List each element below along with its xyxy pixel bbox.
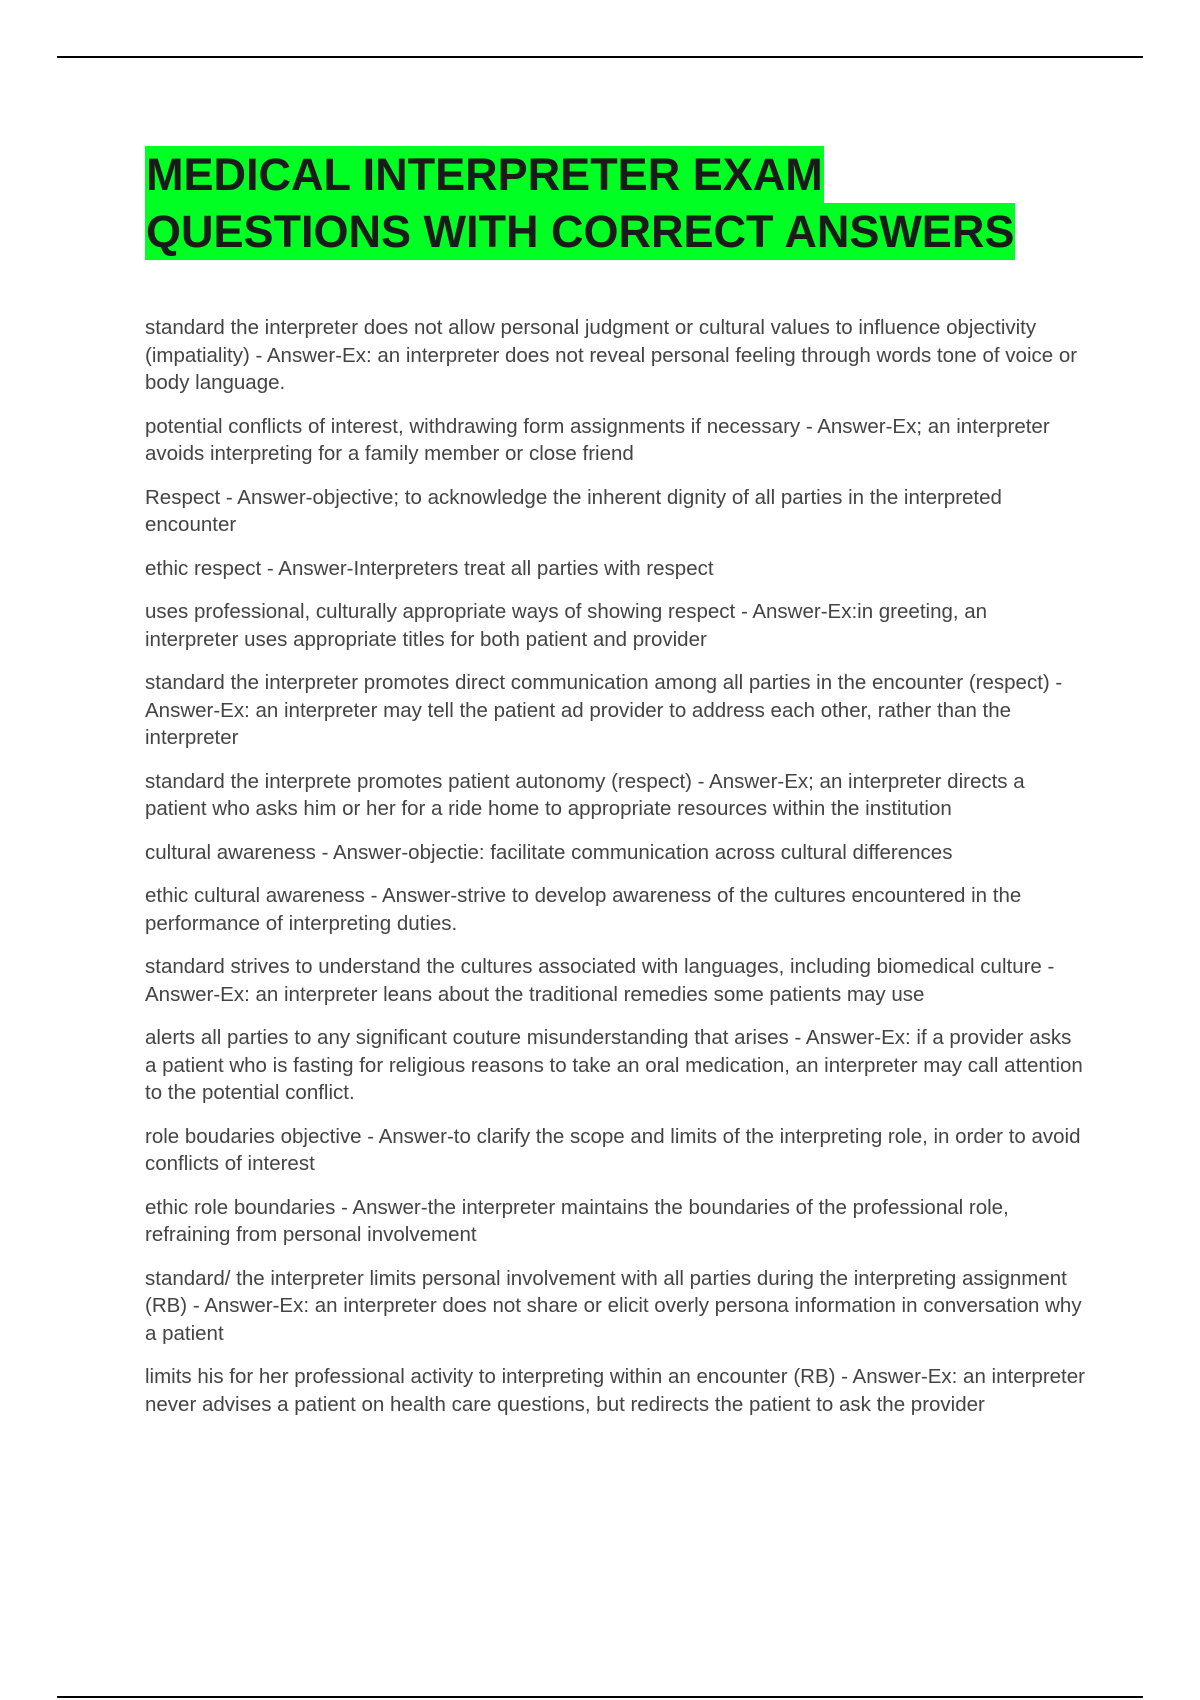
header-rule xyxy=(57,56,1143,58)
document-title xyxy=(145,146,1085,260)
qa-item: standard the interpreter does not allow personal judgment or cultural values to influence objectivity (impatiality) - Answer-Ex: an interpreter does not reveal personal feeling through words tone of voice or body language. xyxy=(145,316,1078,394)
qa-item: standard the interpreter promotes direct communication among all parties in the encounter (respect) - Answer-Ex: an interpreter may tell the patient ad provider to address each other, rather than the interpreter xyxy=(145,671,1063,749)
qa-item: Respect - Answer-objective; to acknowledge the inherent dignity of all parties in the interpreted encounter xyxy=(145,485,1002,536)
qa-item: potential conflicts of interest, withdrawing form assignments if necessary - Answer-Ex; an interpreter avoids interpreting for a family member or close friend xyxy=(145,414,1050,465)
qa-item: alerts all parties to any significant couture misunderstanding that arises - Answer-Ex: if a provider asks a patient who is fasting for religious reasons to take an oral medication, an interpreter may call attention to the potential conflict. xyxy=(145,1026,1083,1104)
qa-item: role boudaries objective - Answer-to clarify the scope and limits of the interpreting role, in order to avoid conflicts of interest xyxy=(145,1124,1081,1175)
title-line-2: QUESTIONS WITH CORRECT ANSWERS xyxy=(145,203,1015,260)
qa-item: limits his for her professional activity to interpreting within an encounter (RB) - Answer-Ex: an interpreter never advises a patient on health care questions, but redirects the patient to ask the provider xyxy=(145,1365,1085,1416)
footer-rule xyxy=(57,1696,1143,1698)
qa-item: ethic cultural awareness - Answer-strive to develop awareness of the cultures encountered in the performance of interpreting duties. xyxy=(145,884,1022,935)
title-line-1: MEDICAL INTERPRETER EXAM xyxy=(145,146,824,203)
qa-item: standard/ the interpreter limits personal involvement with all parties during the interpreting assignment (RB) - Answer-Ex: an interpreter does not share or elicit overly persona information in conversation why a patient xyxy=(145,1266,1082,1345)
qa-item: ethic respect - Answer-Interpreters treat all parties with respect xyxy=(145,556,714,580)
qa-item: ethic role boundaries - Answer-the interpreter maintains the boundaries of the professional role, refraining from personal involvement xyxy=(145,1195,1009,1246)
qa-item: standard strives to understand the cultures associated with languages, including biomedical culture - Answer-Ex: an interpreter leans about the traditional remedies some patients may use xyxy=(145,955,1055,1006)
qa-item: standard the interprete promotes patient autonomy (respect) - Answer-Ex; an interpreter directs a patient who asks him or her for a ride home to appropriate resources within the institution xyxy=(145,769,1025,820)
qa-item: cultural awareness - Answer-objectie: facilitate communication across cultural differences xyxy=(145,840,953,864)
document-body xyxy=(145,146,1085,1434)
qa-item: uses professional, culturally appropriate ways of showing respect - Answer-Ex:in greeting, an interpreter uses appropriate titles for both patient and provider xyxy=(145,600,988,651)
